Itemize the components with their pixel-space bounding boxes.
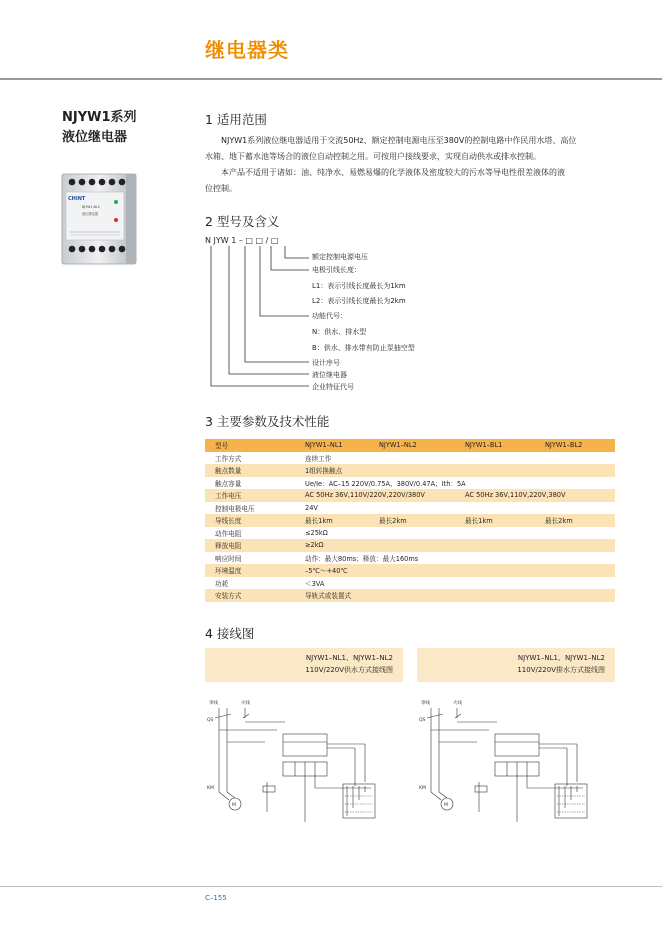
wiring-panel-supply	[205, 648, 403, 874]
section3-title: 3 主要参数及技术性能	[205, 414, 330, 429]
product-title	[62, 108, 137, 148]
wiring-diagram-drain	[417, 682, 615, 874]
spec-value: 24V	[305, 503, 318, 512]
device-model: NJYW1-NL2	[82, 205, 100, 209]
label-qs: QS	[419, 718, 426, 723]
label-neutral: 零线	[421, 701, 430, 706]
meaning-enterprise-code: 企业特征代号	[312, 383, 354, 391]
label-qs: QS	[207, 718, 214, 723]
model-bracket-lines	[205, 244, 315, 392]
label-live: 火线	[453, 701, 462, 706]
s1-para2-line2: 位控制。	[205, 184, 237, 193]
spec-row	[205, 589, 615, 602]
spec-value: 连续工作	[305, 454, 332, 463]
wiring-title-drain	[517, 652, 605, 676]
label-km: KM	[419, 786, 426, 791]
spec-label: 工作电压	[205, 489, 301, 502]
spec-row	[205, 464, 615, 477]
meaning-electrode-length: 电极引线长度：	[312, 266, 361, 274]
spec-label: 动作电阻	[215, 529, 242, 538]
spec-label: 触点容量	[215, 479, 242, 488]
spec-label: 释放电阻	[205, 539, 301, 552]
spec-label: 触点数量	[205, 464, 301, 477]
section2-title: 2 型号及含义	[205, 214, 280, 229]
product-name-line1: NJYW1系列	[62, 110, 137, 125]
meaning-liquid-relay: 液位继电器	[312, 371, 347, 379]
spec-header-cell: NJYW1–NL1	[301, 439, 375, 452]
spec-value: ＜3VA	[305, 579, 325, 588]
header-divider	[0, 78, 662, 80]
spec-row	[205, 489, 615, 502]
spec-row	[205, 477, 615, 490]
footer-divider	[0, 886, 662, 887]
meaning-n-type: N：供水、排水型	[312, 328, 367, 336]
spec-row	[205, 452, 615, 465]
section1-title: 1 适用范围	[205, 112, 267, 127]
spec-value: AC 50Hz 36V,110V,220V,380V	[461, 489, 615, 502]
label-neutral: 零线	[209, 701, 218, 706]
spec-row	[205, 552, 615, 565]
spec-header-cell: NJYW1–BL2	[541, 439, 615, 452]
meaning-l2: L2：表示引线长度最长为2km	[312, 297, 406, 305]
meaning-voltage: 额定控制电源电压	[312, 253, 368, 261]
product-image	[60, 168, 140, 268]
wiring-title-supply	[305, 652, 393, 676]
spec-label: 安装方式	[205, 589, 301, 602]
spec-value: 动作：最大80ms；释放：最大160ms	[305, 554, 419, 563]
meaning-b-type: B：供水、排水带有防止泵抽空型	[312, 344, 415, 352]
spec-label: 工作方式	[215, 454, 242, 463]
spec-row	[205, 577, 615, 590]
device-brand: CHINT	[68, 196, 86, 202]
spec-header-row	[205, 439, 615, 452]
device-name: 液位继电器	[82, 212, 98, 216]
spec-value: 1组转换触点	[301, 464, 615, 477]
spec-label: 环境温度	[205, 564, 301, 577]
spec-label: 控制电极电压	[215, 504, 255, 513]
wiring-schematic-supply	[205, 682, 403, 874]
wiring-diagram-supply	[205, 682, 403, 874]
category-title: 继电器类	[205, 38, 289, 62]
spec-value: Ue/Ie：AC–15 220V/0.75A、380V/0.47A；Ith：5A	[305, 479, 466, 488]
wiring-title-line1: NJYW1–NL1、NJYW1–NL2	[305, 654, 393, 662]
page-number: C–155	[205, 894, 227, 902]
spec-value: AC 50Hz 36V,110V/220V,220V/380V	[301, 489, 461, 502]
wiring-title-line2: 110V/220V排水方式接线图	[517, 666, 605, 674]
spec-header-cell: NJYW1–BL1	[461, 439, 541, 452]
wiring-schematic-drain	[417, 682, 615, 874]
label-km: KM	[207, 786, 214, 791]
spec-value: 最长2km	[541, 514, 615, 527]
section1-body	[205, 133, 625, 197]
s1-para2-line1: 本产品不适用于诸如：油、纯净水、易燃易爆的化学液体及密度较大的污水等导电性很差液体的液	[221, 168, 565, 177]
s1-para1-line1: NJYW1系列液位继电器适用于交流50Hz、额定控制电源电压至380V的控制电路中作民用水塔、高位	[221, 136, 577, 145]
spec-row	[205, 514, 615, 527]
section4-title: 4 接线图	[205, 626, 255, 641]
s1-para1-line2: 水箱、地下蓄水池等场合的液位自动控制之用。可按用户接线要求，实现自动供水或排水控制。	[205, 152, 541, 161]
spec-value: ≤25kΩ	[305, 528, 328, 537]
spec-table	[205, 439, 615, 602]
spec-value: 最长1km	[461, 514, 541, 527]
meaning-design-no: 设计序号	[312, 359, 340, 367]
relay-device-illustration	[60, 168, 140, 268]
model-code: N JYW 1 – □ □ / □	[205, 236, 279, 245]
spec-label: 导线长度	[205, 514, 301, 527]
spec-value: 最长2km	[375, 514, 461, 527]
spec-label: 功耗	[215, 579, 229, 588]
spec-header-cell: 型号	[205, 439, 301, 452]
label-motor: M	[232, 803, 236, 808]
wiring-title-line2: 110V/220V供水方式接线图	[305, 666, 393, 674]
spec-row	[205, 502, 615, 515]
label-motor: M	[444, 803, 448, 808]
spec-label: 响应时间	[215, 554, 242, 563]
spec-value: 最长1km	[301, 514, 375, 527]
spec-value: –5℃～+40℃	[301, 564, 615, 577]
spec-value: ≥2kΩ	[301, 539, 615, 552]
meaning-function-code: 功能代号：	[312, 312, 347, 320]
wiring-panel-drain	[417, 648, 615, 874]
label-live: 火线	[241, 701, 250, 706]
product-name-line2: 液位继电器	[62, 130, 128, 145]
spec-row	[205, 564, 615, 577]
spec-row	[205, 527, 615, 540]
meaning-l1: L1：表示引线长度最长为1km	[312, 282, 406, 290]
spec-row	[205, 539, 615, 552]
spec-value: 导轨式或装置式	[301, 589, 615, 602]
wiring-title-line1: NJYW1–NL1、NJYW1–NL2	[517, 654, 605, 662]
spec-header-cell: NJYW1–NL2	[375, 439, 461, 452]
